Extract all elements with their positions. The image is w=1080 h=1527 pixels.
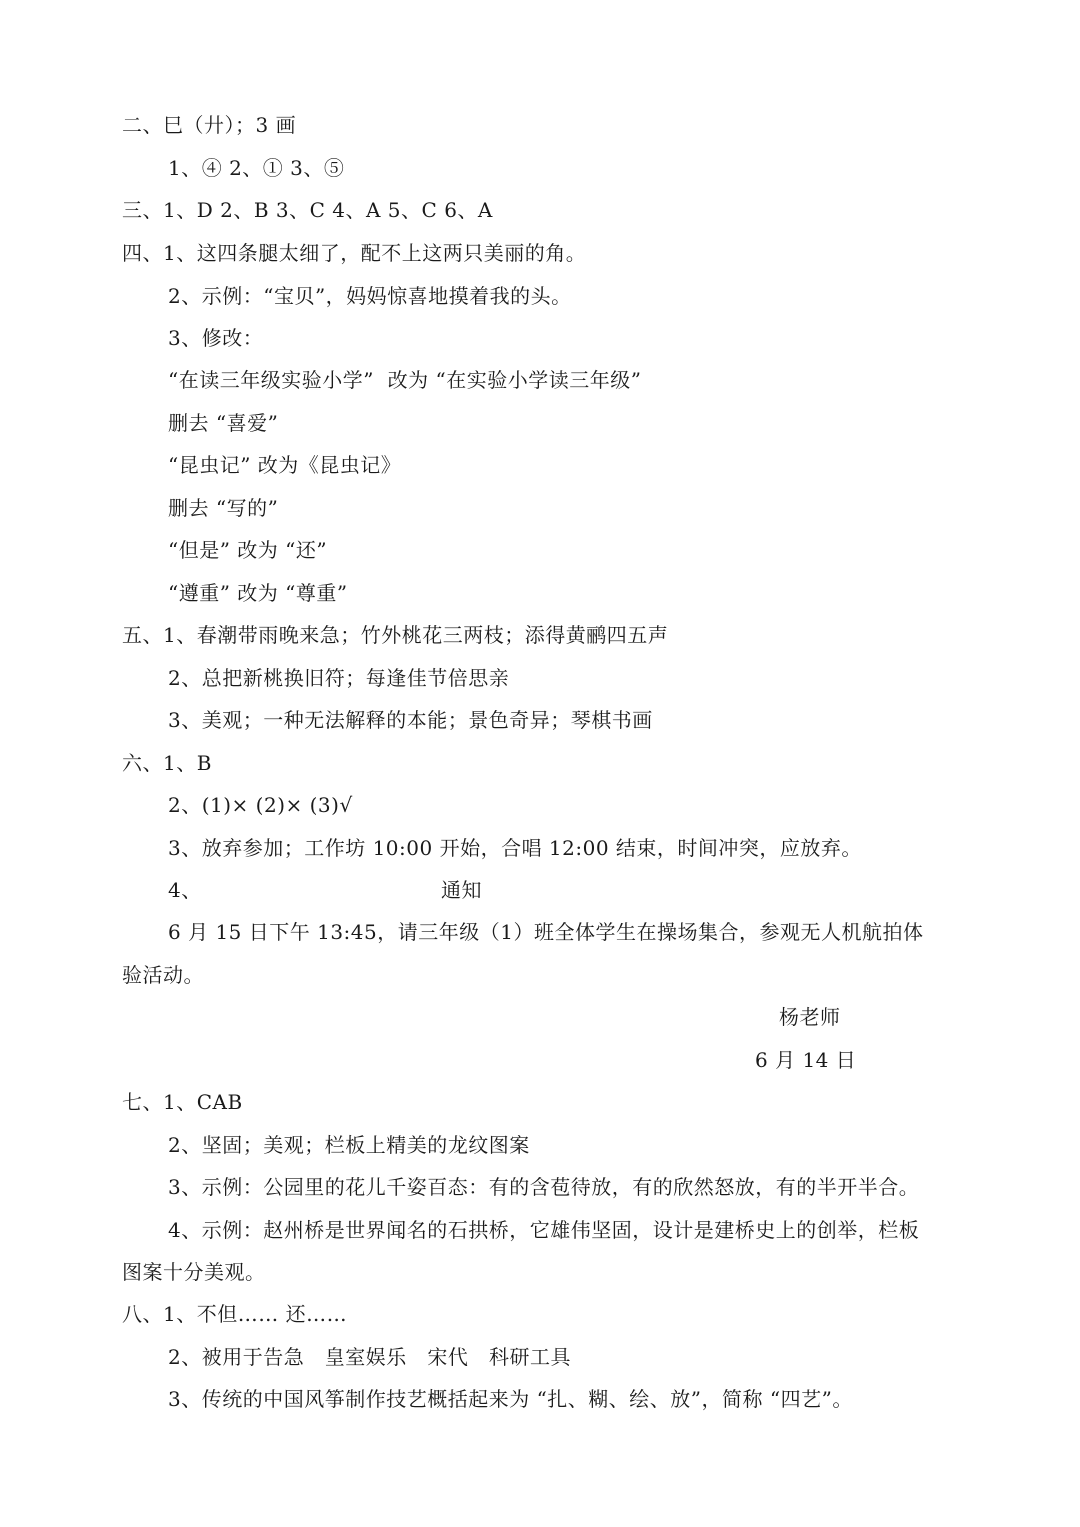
section-4-item-1: 四、1、这四条腿太细了，配不上这两只美丽的角。 xyxy=(122,241,587,265)
section-7-item-4: 4、示例：赵州桥是世界闻名的石拱桥，它雄伟坚固，设计是建桥史上的创举，栏板 xyxy=(168,1218,920,1242)
notice-signature: 杨老师 xyxy=(779,1005,841,1029)
section-5-item-1: 五、1、春潮带雨晚来急；竹外桃花三两枝；添得黄鹂四五声 xyxy=(122,623,669,647)
section-8-item-2: 2、被用于告急 皇室娱乐 宋代 科研工具 xyxy=(168,1345,571,1369)
correction-line: “昆虫记” 改为《昆虫记》 xyxy=(168,453,402,477)
section-8-item-1: 八、1、不但…… 还…… xyxy=(122,1302,348,1326)
section-3-answers: 三、1、D 2、B 3、C 4、A 5、C 6、A xyxy=(122,198,493,222)
section-7-item-2: 2、坚固；美观；栏板上精美的龙纹图案 xyxy=(168,1133,530,1157)
correction-line: “在读三年级实验小学” 改为 “在实验小学读三年级” xyxy=(168,368,642,392)
correction-line: “遵重” 改为 “尊重” xyxy=(168,581,348,605)
section-5-item-3: 3、美观；一种无法解释的本能；景色奇异；琴棋书画 xyxy=(168,708,653,732)
section-8-item-3: 3、传统的中国风筝制作技艺概括起来为 “扎、糊、绘、放”，简称 “四艺”。 xyxy=(168,1387,853,1411)
correction-line: 删去 “喜爱” xyxy=(168,411,279,435)
section-6-item-4-label: 4、 xyxy=(168,878,202,902)
section-6-item-1: 六、1、B xyxy=(122,751,212,775)
notice-title: 通知 xyxy=(441,878,482,902)
notice-body: 6 月 15 日下午 13:45，请三年级（1）班全体学生在操场集合，参观无人机航拍体 xyxy=(168,920,924,944)
section-4-item-3: 3、修改： xyxy=(168,326,264,350)
section-6-item-3: 3、放弃参加；工作坊 10:00 开始，合唱 12:00 结束，时间冲突，应放弃。 xyxy=(168,836,862,860)
correction-line: 删去 “写的” xyxy=(168,496,279,520)
section-7-item-1: 七、1、CAB xyxy=(122,1090,243,1114)
section-5-item-2: 2、总把新桃换旧符；每逢佳节倍思亲 xyxy=(168,666,510,690)
section-2-heading: 二、巳（廾）；3 画 xyxy=(122,113,297,137)
section-6-item-2: 2、(1)× (2)× (3)√ xyxy=(168,793,353,817)
notice-date: 6 月 14 日 xyxy=(755,1048,857,1072)
section-2-answers: 1、④ 2、① 3、⑤ xyxy=(168,156,345,180)
correction-line: “但是” 改为 “还” xyxy=(168,538,328,562)
section-7-item-3: 3、示例：公园里的花儿千姿百态：有的含苞待放，有的欣然怒放，有的半开半合。 xyxy=(168,1175,920,1199)
section-4-item-2: 2、示例：“宝贝”，妈妈惊喜地摸着我的头。 xyxy=(168,284,572,308)
notice-body-continued: 验活动。 xyxy=(122,963,204,987)
section-7-item-4-continued: 图案十分美观。 xyxy=(122,1260,266,1284)
